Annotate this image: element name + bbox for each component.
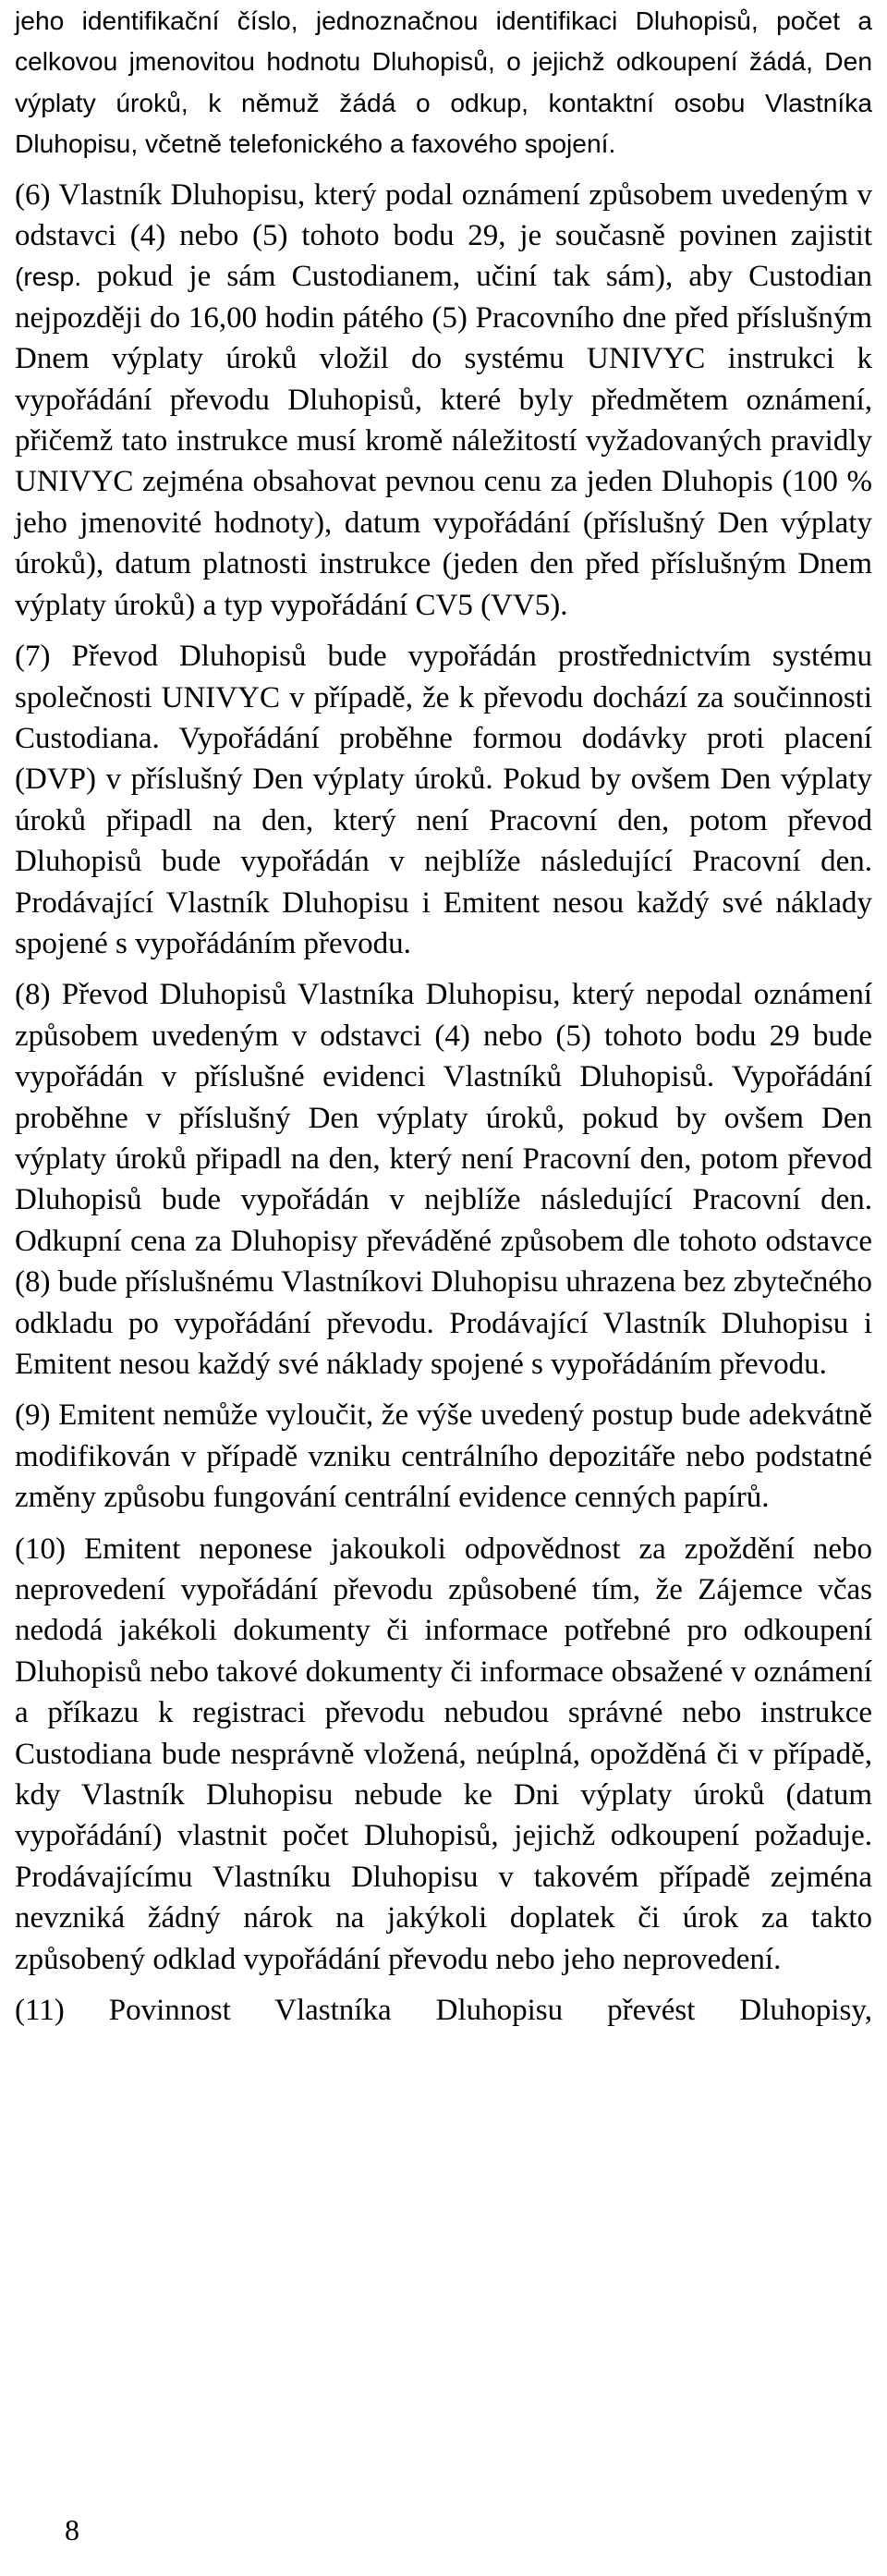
paragraph-6 (15, 175, 872, 626)
paragraph-continuation: jeho identifikační číslo, jednoznačnou identifikaci Dluhopisů, počet a celkovou jmenovitou hodnotu Dluhopisů, o jejichž odkoupení žádá, Den výplaty úroků, k němuž žádá o odkup, kontaktní osobu Vlastníka Dluhopisu, včetně telefonického a faxového spojení. (15, 6, 872, 159)
paragraph-9: (9) Emitent nemůže vyloučit, že výše uvedený postup bude adekvátně modifikován v případě vzniku centrálního depozitáře nebo podstatné změny způsobu fungování centrální evidence cenných papírů. (15, 1398, 872, 1515)
document-body (15, 0, 872, 2032)
paragraph-6-rest: pokud je sám Custodianem, učiní tak sám), aby Custodian nejpozději do 16,00 hodin pátého (5) Pracovního dne před příslušným Dnem výplaty úroků vložil do systému UNIVYC instrukci k vypořádání převodu Dluhopisů, které byly předmětem oznámení, přičemž tato instrukce musí kromě náležitostí vyžadovaných pravidly UNIVYC zejména obsahovat pevnou cenu za jeden Dluhopis (100 % jeho jmenovité hodnoty), datum vypořádání (příslušný Den výplaty úroků), datum platnosti instrukce (jeden den před příslušným Dnem výplaty úroků) a typ vypořádání CV5 (VV5). (15, 260, 872, 622)
paragraph-8: (8) Převod Dluhopisů Vlastníka Dluhopisu, který nepodal oznámení způsobem uvedeným v odstavci (4) nebo (5) tohoto bodu 29 bude vypořádán v příslušné evidenci Vlastníků Dluhopisů. Vypořádání proběhne v příslušný Den výplaty úroků, pokud by ovšem Den výplaty úroků připadl na den, který není Pracovní den, potom převod Dluhopisů bude vypořádán v nejblíže následující Pracovní den. Odkupní cena za Dluhopisy převáděné způsobem dle tohoto odstavce (8) bude příslušnému Vlastníkovi Dluhopisu uhrazena bez zbytečného odkladu po vypořádání převodu. Prodávající Vlastník Dluhopisu i Emitent nesou každý své náklady spojené s vypořádáním převodu. (15, 978, 872, 1381)
paragraph-7: (7) Převod Dluhopisů bude vypořádán prostřednictvím systému společnosti UNIVYC v případě, že k převodu dochází za součinnosti Custodiana. Vypořádání proběhne formou dodávky proti placení (DVP) v příslušný Den výplaty úroků. Pokud by ovšem Den výplaty úroků připadl na den, který není Pracovní den, potom převod Dluhopisů bude vypořádán v nejblíže následující Pracovní den. Prodávající Vlastník Dluhopisu i Emitent nesou každý své náklady spojené s vypořádáním převodu. (15, 640, 872, 960)
paragraph-11: (11) Povinnost Vlastníka Dluhopisu převést Dluhopisy, (15, 1994, 872, 2028)
paragraph-10: (10) Emitent neponese jakoukoli odpovědnost za zpoždění nebo neprovedení vypořádání převodu způsobené tím, že Zájemce včas nedodá jakékoli dokumenty či informace potřebné pro odkoupení Dluhopisů nebo takové dokumenty či informace obsažené v oznámení a příkazu k registraci převodu nebudou správné nebo instrukce Custodiana bude nesprávně vložená, neúplná, opožděná či v případě, kdy Vlastník Dluhopisu nebude ke Dni výplaty úroků (datum vypořádání) vlastnit počet Dluhopisů, jejichž odkoupení požaduje. Prodávajícímu Vlastníku Dluhopisu v takovém případě zejména nevzniká žádný nárok na jakýkoli doplatek či úrok za takto způsobený odklad vypořádání převodu nebo jeho neprovedení. (15, 1532, 872, 1976)
paragraph-6-resp: (resp. (15, 262, 97, 292)
page-number: 8 (65, 2513, 79, 2546)
paragraph-6-text: (6) Vlastník Dluhopisu, který podal oznámení způsobem uvedeným v odstavci (4) nebo (5) tohoto bodu 29, je současně povinen zajistit (15, 177, 872, 253)
